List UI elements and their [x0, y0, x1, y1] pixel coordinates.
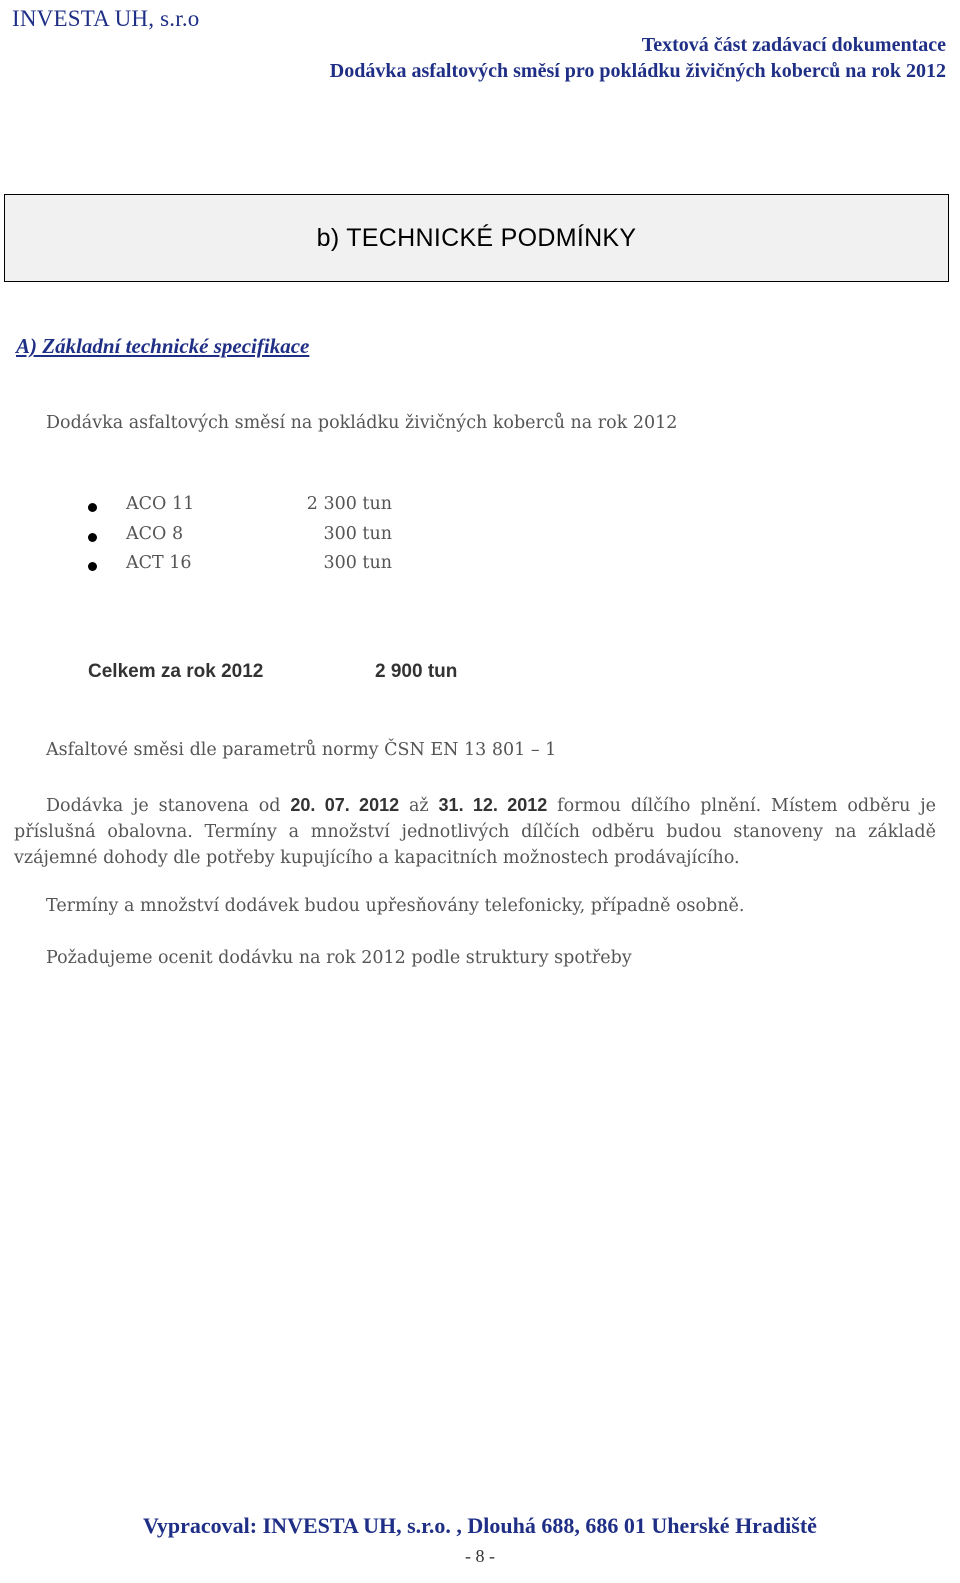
delivery-rest: formou dílčího plnění. Místem odběru je příslušná obalovna. Termíny a množství jednotlivých dílčích odběru budou stanoveny na základě vzájemné dohody dle potřeby kupujícího a kapacitních možnostech prodávajícího. [14, 796, 936, 868]
header-company: INVESTA UH, s.r.o [12, 6, 200, 31]
bullet-icon [88, 503, 97, 512]
footer-prepared-by: Vypracoval: INVESTA UH, s.r.o. , Dlouhá 688, 686 01 Uherské Hradiště [143, 1513, 817, 1538]
section-heading: A) Základní technické specifikace [16, 334, 310, 358]
delivery-prefix: Dodávka je stanovena od [46, 796, 281, 816]
date-to: 31. 12. 2012 [438, 795, 548, 815]
list-item [0, 553, 960, 581]
header-doc-subject: Dodávka asfaltových směsí pro pokládku živičných koberců na rok 2012 [329, 60, 946, 82]
item-name: ACO 11 [126, 494, 195, 514]
item-qty: 2 300 tun [306, 494, 392, 514]
date-sep: až [409, 796, 429, 816]
item-name: ACO 8 [126, 524, 184, 544]
bullet-icon [88, 562, 97, 571]
total-label: Celkem za rok 2012 [88, 661, 264, 682]
list-item [0, 524, 960, 552]
page-title: b) TECHNICKÉ PODMÍNKY [316, 223, 637, 252]
page-number: - 8 - [465, 1546, 495, 1566]
item-qty: 300 tun [323, 553, 392, 573]
date-from: 20. 07. 2012 [290, 795, 400, 815]
item-name: ACT 16 [126, 553, 192, 573]
title-box [4, 194, 949, 282]
section-intro: Dodávka asfaltových směsí na pokládku živičných koberců na rok 2012 [46, 413, 678, 433]
header-doc-type: Textová část zadávací dokumentace [641, 34, 946, 56]
item-qty: 300 tun [323, 524, 392, 544]
list-item [0, 494, 960, 522]
delivery-paragraph [14, 792, 936, 871]
phone-paragraph: Termíny a množství dodávek budou upřesňovány telefonicky, případně osobně. [46, 896, 745, 916]
pricing-paragraph: Požadujeme ocenit dodávku na rok 2012 podle struktury spotřeby [46, 948, 632, 968]
bullet-icon [88, 533, 97, 542]
norm-text: Asfaltové směsi dle parametrů normy ČSN EN 13 801 – 1 [46, 740, 557, 760]
total-value: 2 900 tun [375, 661, 458, 682]
